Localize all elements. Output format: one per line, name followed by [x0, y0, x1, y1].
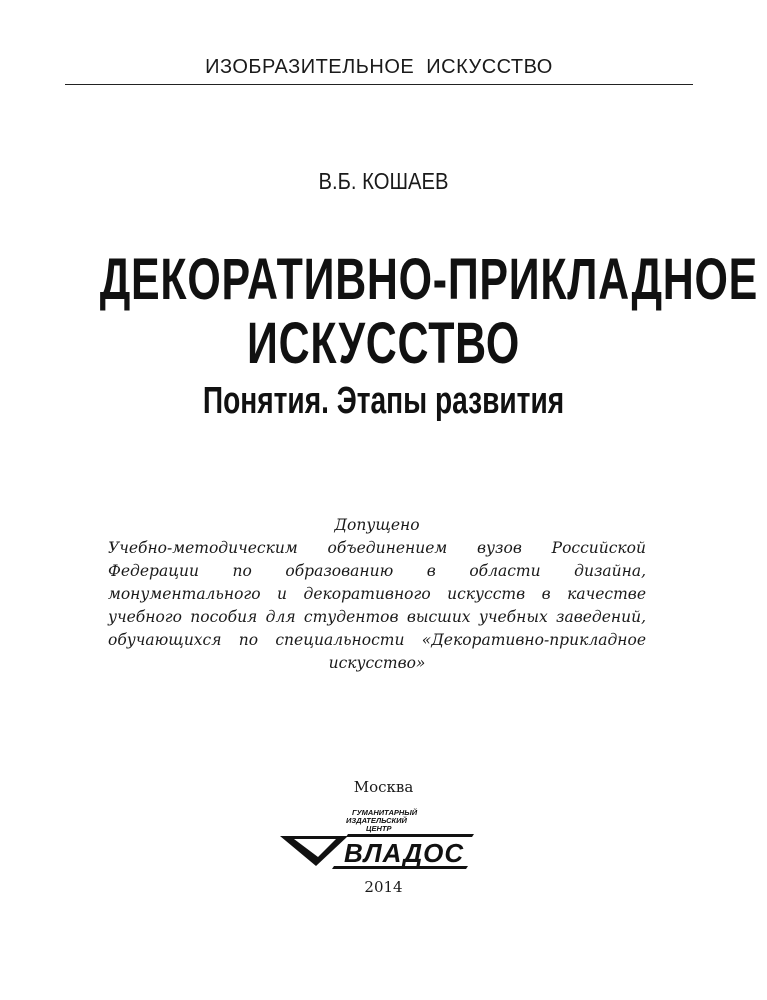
- approval-text: Учебно-методическим объединением вузов Российской Федерации по образованию в области дизайна, монументального и декоративного искусств в качестве учебного пособия для студентов высших учебных заведений, обучающихся по специальности «Декоративно-прикладное искусство»: [108, 539, 646, 672]
- author-name: В.Б. КОШАЕВ: [318, 168, 449, 194]
- publisher-logo-line-3: ЦЕНТР: [366, 824, 392, 833]
- logo-stripe-top: [346, 834, 474, 837]
- book-title-line-1: ДЕКОРАТИВНО-ПРИКЛАДНОЕ: [99, 247, 759, 312]
- book-title-line-2: ИСКУССТВО: [247, 311, 520, 376]
- book-subtitle: Понятия. Этапы развития: [202, 380, 565, 422]
- publisher-logo: [278, 806, 478, 870]
- publisher-logo-name: ВЛАДОС: [344, 838, 465, 868]
- approval-notice: [108, 514, 646, 675]
- publisher-logo-line-1: ГУМАНИТАРНЫЙ: [352, 808, 418, 817]
- publication-city: Москва: [353, 778, 414, 796]
- approval-heading: Допущено: [334, 516, 420, 534]
- series-title: ИЗОБРАЗИТЕЛЬНОЕ ИСКУССТВО: [205, 56, 553, 78]
- publication-year: 2014: [364, 878, 403, 896]
- publisher-logo-line-2: ИЗДАТЕЛЬСКИЙ: [346, 816, 407, 825]
- header-divider: [65, 84, 693, 85]
